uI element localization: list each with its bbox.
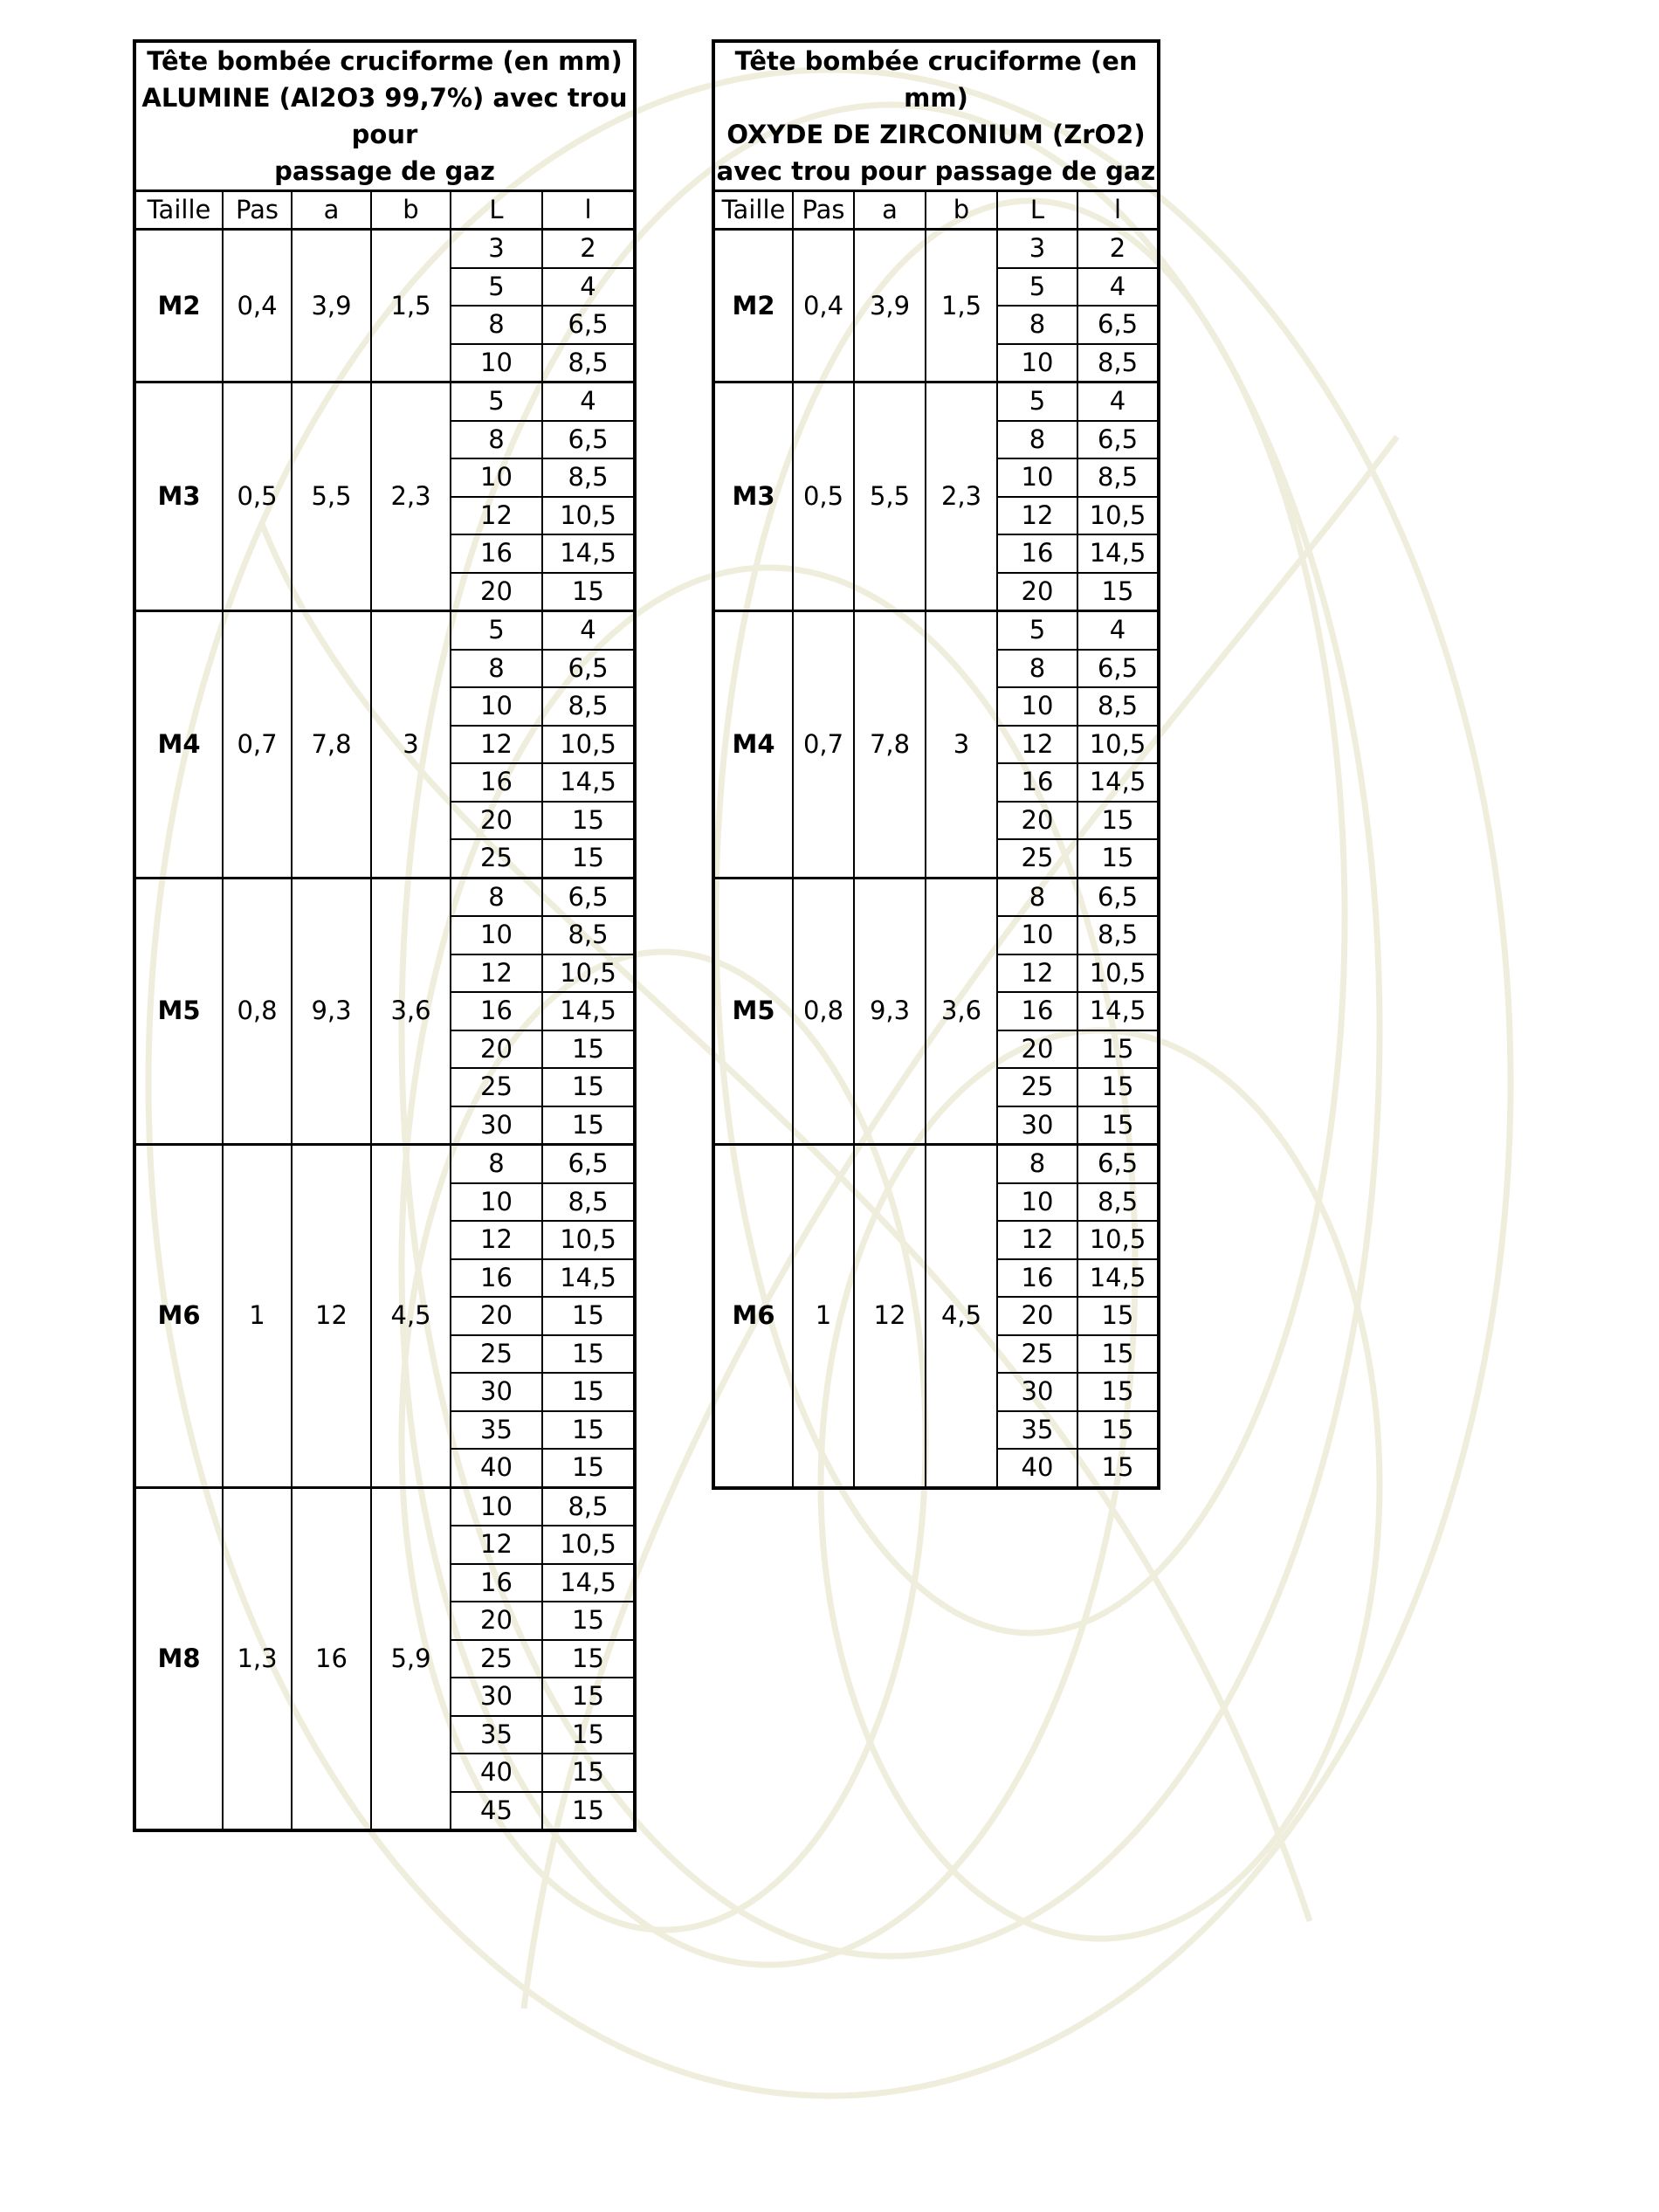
l-cell: 15 xyxy=(542,802,635,840)
L-cell: 25 xyxy=(451,839,542,878)
l-cell: 10,5 xyxy=(1077,726,1159,764)
l-cell: 10,5 xyxy=(542,954,635,993)
L-cell: 10 xyxy=(997,916,1077,954)
L-cell: 3 xyxy=(451,230,542,268)
table-title-row xyxy=(134,41,635,191)
l-cell: 15 xyxy=(1077,1106,1159,1145)
size-cell: M4 xyxy=(713,611,793,879)
l-cell: 14,5 xyxy=(542,1564,635,1602)
a-cell: 12 xyxy=(854,1145,926,1488)
l-cell: 4 xyxy=(1077,268,1159,307)
l-cell: 6,5 xyxy=(1077,306,1159,344)
l-cell: 4 xyxy=(1077,382,1159,421)
size-cell: M8 xyxy=(134,1487,223,1830)
table-title-line: avec trou pour passage de gaz xyxy=(716,156,1156,186)
b-cell: 3,6 xyxy=(371,878,451,1145)
table-title-line: Tête bombée cruciforme (en mm) xyxy=(734,46,1138,113)
L-cell: 16 xyxy=(997,763,1077,802)
pas-cell: 0,8 xyxy=(793,878,854,1145)
b-cell: 2,3 xyxy=(371,382,451,611)
b-cell: 1,5 xyxy=(926,230,997,382)
L-cell: 16 xyxy=(451,1564,542,1602)
l-cell: 15 xyxy=(542,1640,635,1678)
size-cell: M2 xyxy=(713,230,793,382)
size-cell: M5 xyxy=(713,878,793,1145)
l-cell: 2 xyxy=(1077,230,1159,268)
L-cell: 10 xyxy=(997,687,1077,726)
L-cell: 30 xyxy=(997,1106,1077,1145)
table-row xyxy=(713,382,1159,421)
a-cell: 16 xyxy=(292,1487,371,1830)
l-cell: 15 xyxy=(1077,802,1159,840)
L-cell: 35 xyxy=(451,1716,542,1754)
table-row xyxy=(713,230,1159,268)
L-cell: 3 xyxy=(997,230,1077,268)
l-cell: 6,5 xyxy=(1077,421,1159,459)
l-cell: 4 xyxy=(542,268,635,307)
l-cell: 8,5 xyxy=(1077,344,1159,382)
L-cell: 20 xyxy=(451,1297,542,1335)
header-l: l xyxy=(1077,191,1159,230)
l-cell: 10,5 xyxy=(542,1221,635,1259)
L-cell: 16 xyxy=(451,992,542,1030)
L-cell: 5 xyxy=(997,268,1077,307)
L-cell: 20 xyxy=(451,1030,542,1069)
l-cell: 14,5 xyxy=(542,992,635,1030)
b-cell: 1,5 xyxy=(371,230,451,382)
L-cell: 20 xyxy=(997,1297,1077,1335)
l-cell: 4 xyxy=(1077,611,1159,650)
l-cell: 6,5 xyxy=(542,878,635,916)
l-cell: 15 xyxy=(542,1373,635,1411)
L-cell: 12 xyxy=(997,954,1077,993)
b-cell: 3,6 xyxy=(926,878,997,1145)
l-cell: 6,5 xyxy=(542,1145,635,1183)
size-cell: M2 xyxy=(134,230,223,382)
L-cell: 25 xyxy=(997,1068,1077,1106)
L-cell: 45 xyxy=(451,1792,542,1831)
table-header-row xyxy=(713,191,1159,230)
l-cell: 6,5 xyxy=(1077,1145,1159,1183)
b-cell: 4,5 xyxy=(926,1145,997,1488)
l-cell: 15 xyxy=(542,1716,635,1754)
pas-cell: 1,3 xyxy=(223,1487,292,1830)
header-L: L xyxy=(997,191,1077,230)
b-cell: 5,9 xyxy=(371,1487,451,1830)
table-row xyxy=(134,611,635,650)
L-cell: 8 xyxy=(997,1145,1077,1183)
L-cell: 25 xyxy=(451,1068,542,1106)
table-row xyxy=(134,1145,635,1183)
L-cell: 12 xyxy=(451,1526,542,1564)
alumina-table xyxy=(133,39,637,1832)
l-cell: 6,5 xyxy=(542,421,635,459)
L-cell: 5 xyxy=(451,611,542,650)
b-cell: 4,5 xyxy=(371,1145,451,1488)
L-cell: 16 xyxy=(451,534,542,573)
l-cell: 15 xyxy=(1077,1449,1159,1488)
L-cell: 12 xyxy=(451,497,542,535)
l-cell: 15 xyxy=(542,573,635,611)
l-cell: 15 xyxy=(1077,573,1159,611)
pas-cell: 0,4 xyxy=(793,230,854,382)
table-title-line: ALUMINE (Al2O3 99,7%) avec trou pour xyxy=(141,83,628,149)
size-cell: M3 xyxy=(713,382,793,611)
L-cell: 8 xyxy=(997,650,1077,688)
l-cell: 15 xyxy=(1077,1297,1159,1335)
l-cell: 15 xyxy=(542,1411,635,1450)
L-cell: 10 xyxy=(451,916,542,954)
a-cell: 5,5 xyxy=(854,382,926,611)
L-cell: 8 xyxy=(451,878,542,916)
L-cell: 20 xyxy=(451,573,542,611)
L-cell: 8 xyxy=(451,1145,542,1183)
table-row xyxy=(134,382,635,421)
l-cell: 15 xyxy=(542,1792,635,1831)
L-cell: 8 xyxy=(997,421,1077,459)
table-title xyxy=(713,41,1159,191)
l-cell: 10,5 xyxy=(1077,954,1159,993)
header-taille: Taille xyxy=(713,191,793,230)
L-cell: 20 xyxy=(997,1030,1077,1069)
table-row xyxy=(134,878,635,916)
header-pas: Pas xyxy=(223,191,292,230)
l-cell: 4 xyxy=(542,382,635,421)
l-cell: 15 xyxy=(542,1678,635,1716)
L-cell: 10 xyxy=(997,1183,1077,1222)
l-cell: 10,5 xyxy=(1077,1221,1159,1259)
pas-cell: 0,5 xyxy=(223,382,292,611)
L-cell: 16 xyxy=(997,992,1077,1030)
table-title xyxy=(134,41,635,191)
l-cell: 14,5 xyxy=(1077,534,1159,573)
L-cell: 12 xyxy=(997,1221,1077,1259)
l-cell: 8,5 xyxy=(1077,1183,1159,1222)
size-cell: M5 xyxy=(134,878,223,1145)
l-cell: 14,5 xyxy=(1077,763,1159,802)
size-cell: M6 xyxy=(134,1145,223,1488)
b-cell: 3 xyxy=(371,611,451,879)
l-cell: 15 xyxy=(542,1068,635,1106)
l-cell: 14,5 xyxy=(1077,992,1159,1030)
b-cell: 3 xyxy=(926,611,997,879)
zirconia-table xyxy=(712,39,1160,1490)
L-cell: 5 xyxy=(997,611,1077,650)
L-cell: 5 xyxy=(997,382,1077,421)
table-row xyxy=(713,611,1159,650)
L-cell: 40 xyxy=(451,1449,542,1487)
table-header-row xyxy=(134,191,635,230)
table-title-line: passage de gaz xyxy=(274,156,495,186)
L-cell: 10 xyxy=(451,458,542,497)
l-cell: 8,5 xyxy=(542,344,635,382)
a-cell: 12 xyxy=(292,1145,371,1488)
pas-cell: 1 xyxy=(793,1145,854,1488)
l-cell: 8,5 xyxy=(542,916,635,954)
l-cell: 15 xyxy=(542,1335,635,1374)
l-cell: 15 xyxy=(1077,1030,1159,1069)
header-b: b xyxy=(371,191,451,230)
a-cell: 3,9 xyxy=(292,230,371,382)
pas-cell: 0,5 xyxy=(793,382,854,611)
a-cell: 7,8 xyxy=(854,611,926,879)
l-cell: 6,5 xyxy=(1077,878,1159,916)
header-b: b xyxy=(926,191,997,230)
pas-cell: 0,8 xyxy=(223,878,292,1145)
L-cell: 20 xyxy=(451,802,542,840)
l-cell: 15 xyxy=(542,1297,635,1335)
L-cell: 10 xyxy=(451,1183,542,1222)
l-cell: 8,5 xyxy=(542,1487,635,1526)
l-cell: 15 xyxy=(542,1602,635,1640)
size-cell: M3 xyxy=(134,382,223,611)
L-cell: 20 xyxy=(451,1602,542,1640)
pas-cell: 0,7 xyxy=(223,611,292,879)
l-cell: 10,5 xyxy=(542,726,635,764)
l-cell: 6,5 xyxy=(1077,650,1159,688)
l-cell: 15 xyxy=(1077,1373,1159,1411)
L-cell: 8 xyxy=(451,306,542,344)
l-cell: 8,5 xyxy=(542,1183,635,1222)
L-cell: 20 xyxy=(997,802,1077,840)
header-pas: Pas xyxy=(793,191,854,230)
L-cell: 10 xyxy=(451,344,542,382)
l-cell: 15 xyxy=(542,1106,635,1145)
L-cell: 16 xyxy=(997,1259,1077,1298)
table-title-line: Tête bombée cruciforme (en mm) xyxy=(147,46,623,76)
table-row xyxy=(134,230,635,268)
l-cell: 10,5 xyxy=(542,1526,635,1564)
L-cell: 20 xyxy=(997,573,1077,611)
L-cell: 35 xyxy=(997,1411,1077,1450)
L-cell: 10 xyxy=(451,1487,542,1526)
l-cell: 6,5 xyxy=(542,650,635,688)
a-cell: 5,5 xyxy=(292,382,371,611)
L-cell: 12 xyxy=(451,1221,542,1259)
L-cell: 10 xyxy=(997,344,1077,382)
l-cell: 8,5 xyxy=(1077,458,1159,497)
l-cell: 4 xyxy=(542,611,635,650)
l-cell: 15 xyxy=(542,1449,635,1487)
l-cell: 14,5 xyxy=(542,763,635,802)
l-cell: 6,5 xyxy=(542,306,635,344)
size-cell: M4 xyxy=(134,611,223,879)
L-cell: 12 xyxy=(997,726,1077,764)
l-cell: 8,5 xyxy=(542,687,635,726)
l-cell: 15 xyxy=(542,1030,635,1069)
L-cell: 8 xyxy=(997,306,1077,344)
l-cell: 8,5 xyxy=(542,458,635,497)
header-taille: Taille xyxy=(134,191,223,230)
L-cell: 8 xyxy=(451,421,542,459)
pas-cell: 0,7 xyxy=(793,611,854,879)
L-cell: 25 xyxy=(997,839,1077,878)
a-cell: 9,3 xyxy=(292,878,371,1145)
header-L: L xyxy=(451,191,542,230)
L-cell: 8 xyxy=(997,878,1077,916)
l-cell: 15 xyxy=(1077,1068,1159,1106)
l-cell: 2 xyxy=(542,230,635,268)
l-cell: 15 xyxy=(542,1754,635,1792)
header-a: a xyxy=(854,191,926,230)
L-cell: 16 xyxy=(451,763,542,802)
l-cell: 8,5 xyxy=(1077,687,1159,726)
L-cell: 16 xyxy=(451,1259,542,1298)
table-row xyxy=(713,878,1159,916)
table-title-row xyxy=(713,41,1159,191)
l-cell: 10,5 xyxy=(542,497,635,535)
L-cell: 30 xyxy=(451,1678,542,1716)
L-cell: 25 xyxy=(451,1335,542,1374)
L-cell: 40 xyxy=(997,1449,1077,1488)
L-cell: 10 xyxy=(997,458,1077,497)
a-cell: 9,3 xyxy=(854,878,926,1145)
a-cell: 3,9 xyxy=(854,230,926,382)
l-cell: 15 xyxy=(1077,1411,1159,1450)
header-l: l xyxy=(542,191,635,230)
L-cell: 12 xyxy=(451,954,542,993)
size-cell: M6 xyxy=(713,1145,793,1488)
a-cell: 7,8 xyxy=(292,611,371,879)
l-cell: 15 xyxy=(542,839,635,878)
l-cell: 10,5 xyxy=(1077,497,1159,535)
l-cell: 14,5 xyxy=(542,1259,635,1298)
L-cell: 10 xyxy=(451,687,542,726)
table-row xyxy=(713,1145,1159,1183)
L-cell: 12 xyxy=(451,726,542,764)
l-cell: 14,5 xyxy=(542,534,635,573)
l-cell: 14,5 xyxy=(1077,1259,1159,1298)
pas-cell: 0,4 xyxy=(223,230,292,382)
L-cell: 16 xyxy=(997,534,1077,573)
b-cell: 2,3 xyxy=(926,382,997,611)
header-a: a xyxy=(292,191,371,230)
l-cell: 8,5 xyxy=(1077,916,1159,954)
L-cell: 12 xyxy=(997,497,1077,535)
L-cell: 8 xyxy=(451,650,542,688)
L-cell: 30 xyxy=(997,1373,1077,1411)
l-cell: 15 xyxy=(1077,839,1159,878)
L-cell: 35 xyxy=(451,1411,542,1450)
table-title-line: OXYDE DE ZIRCONIUM (ZrO2) xyxy=(726,120,1146,149)
L-cell: 5 xyxy=(451,268,542,307)
table-row xyxy=(134,1487,635,1526)
L-cell: 30 xyxy=(451,1373,542,1411)
l-cell: 15 xyxy=(1077,1335,1159,1374)
L-cell: 25 xyxy=(997,1335,1077,1374)
L-cell: 5 xyxy=(451,382,542,421)
L-cell: 40 xyxy=(451,1754,542,1792)
L-cell: 25 xyxy=(451,1640,542,1678)
pas-cell: 1 xyxy=(223,1145,292,1488)
L-cell: 30 xyxy=(451,1106,542,1145)
